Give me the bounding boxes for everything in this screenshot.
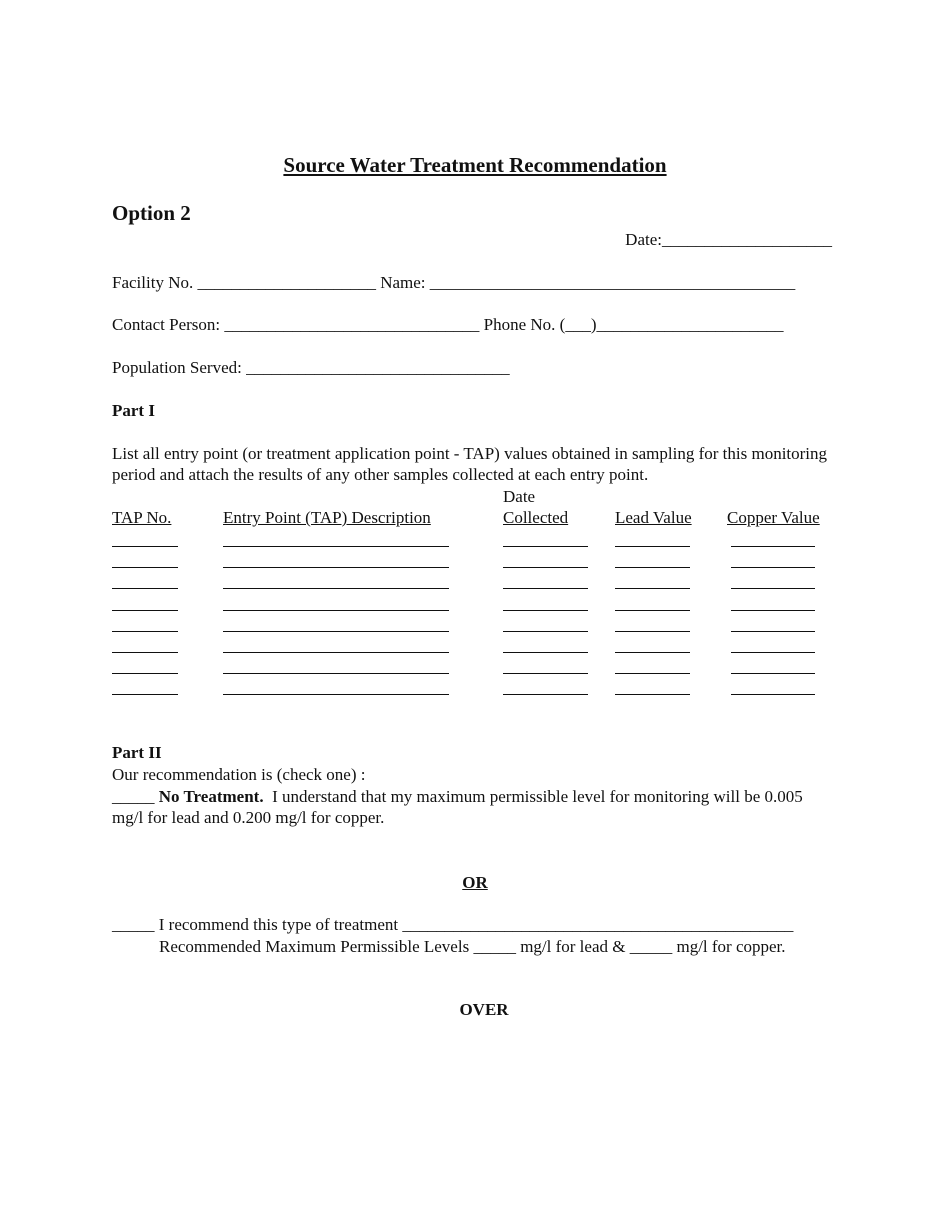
column-header-copper-value: Copper Value [727, 508, 820, 527]
recommendation-prompt: Our recommendation is (check one) : [112, 765, 366, 784]
contact-phone-row[interactable]: Contact Person: ______________________________ Phone No. (___)______________________ [112, 315, 784, 334]
no-treatment-checkbox-blank[interactable]: _____ [112, 787, 155, 806]
or-separator: OR [462, 873, 488, 892]
column-header-tap-no: TAP No. [112, 508, 172, 527]
no-treatment-label: No Treatment. [158, 787, 264, 806]
no-treatment-text-continued: mg/l for lead and 0.200 mg/l for copper. [112, 808, 385, 827]
tap-no-blank[interactable] [112, 652, 178, 653]
tap-no-blank[interactable] [112, 673, 178, 674]
no-treatment-text: I understand that my maximum permissible level for monitoring will be 0.005 [272, 787, 803, 806]
lead-value-blank[interactable] [615, 546, 690, 547]
description-blank[interactable] [223, 652, 449, 653]
max-permissible-levels-row[interactable]: Recommended Maximum Permissible Levels _____ mg/l for lead & _____ mg/l for copper. [159, 937, 786, 956]
date-collected-blank[interactable] [503, 567, 588, 568]
lead-value-blank[interactable] [615, 652, 690, 653]
facility-name-row[interactable]: Facility No. _____________________ Name: ___________________________________________ [112, 273, 796, 292]
over-label: OVER [459, 1000, 509, 1019]
lead-value-blank[interactable] [615, 610, 690, 611]
copper-value-blank[interactable] [731, 610, 815, 611]
date-collected-blank[interactable] [503, 631, 588, 632]
treatment-type-row[interactable]: _____ I recommend this type of treatment ______________________________________________ [112, 915, 794, 934]
copper-value-blank[interactable] [731, 694, 815, 695]
option-heading: Option 2 [112, 201, 191, 225]
date-collected-blank[interactable] [503, 694, 588, 695]
tap-no-blank[interactable] [112, 588, 178, 589]
no-treatment-option[interactable] [112, 786, 803, 807]
lead-value-blank[interactable] [615, 588, 690, 589]
column-header-description: Entry Point (TAP) Description [223, 508, 431, 527]
copper-value-blank[interactable] [731, 588, 815, 589]
copper-value-blank[interactable] [731, 567, 815, 568]
population-served-row[interactable]: Population Served: _______________________________ [112, 358, 510, 377]
lead-value-blank[interactable] [615, 673, 690, 674]
lead-value-blank[interactable] [615, 631, 690, 632]
description-blank[interactable] [223, 588, 449, 589]
description-blank[interactable] [223, 694, 449, 695]
description-blank[interactable] [223, 610, 449, 611]
column-header-date-top: Date [503, 487, 536, 506]
column-header-lead-value: Lead Value [615, 508, 692, 527]
tap-no-blank[interactable] [112, 694, 178, 695]
column-header-date-collected: Collected [503, 508, 569, 527]
copper-value-blank[interactable] [731, 631, 815, 632]
date-collected-blank[interactable] [503, 546, 588, 547]
description-blank[interactable] [223, 631, 449, 632]
part-2-heading: Part II [112, 743, 162, 762]
copper-value-blank[interactable] [731, 673, 815, 674]
date-collected-blank[interactable] [503, 588, 588, 589]
lead-value-blank[interactable] [615, 694, 690, 695]
description-blank[interactable] [223, 546, 449, 547]
date-field[interactable]: Date:____________________ [625, 230, 832, 249]
tap-no-blank[interactable] [112, 546, 178, 547]
tap-no-blank[interactable] [112, 631, 178, 632]
lead-value-blank[interactable] [615, 567, 690, 568]
date-collected-blank[interactable] [503, 673, 588, 674]
description-blank[interactable] [223, 673, 449, 674]
copper-value-blank[interactable] [731, 546, 815, 547]
date-collected-blank[interactable] [503, 610, 588, 611]
description-blank[interactable] [223, 567, 449, 568]
date-collected-blank[interactable] [503, 652, 588, 653]
tap-no-blank[interactable] [112, 567, 178, 568]
tap-no-blank[interactable] [112, 610, 178, 611]
page-title: Source Water Treatment Recommendation [283, 153, 667, 177]
part-1-heading: Part I [112, 401, 155, 420]
part-1-instructions: List all entry point (or treatment application point - TAP) values obtained in sampling for this monitoring period and attach the results of any other samples collected at each entry point. [112, 444, 828, 484]
copper-value-blank[interactable] [731, 652, 815, 653]
